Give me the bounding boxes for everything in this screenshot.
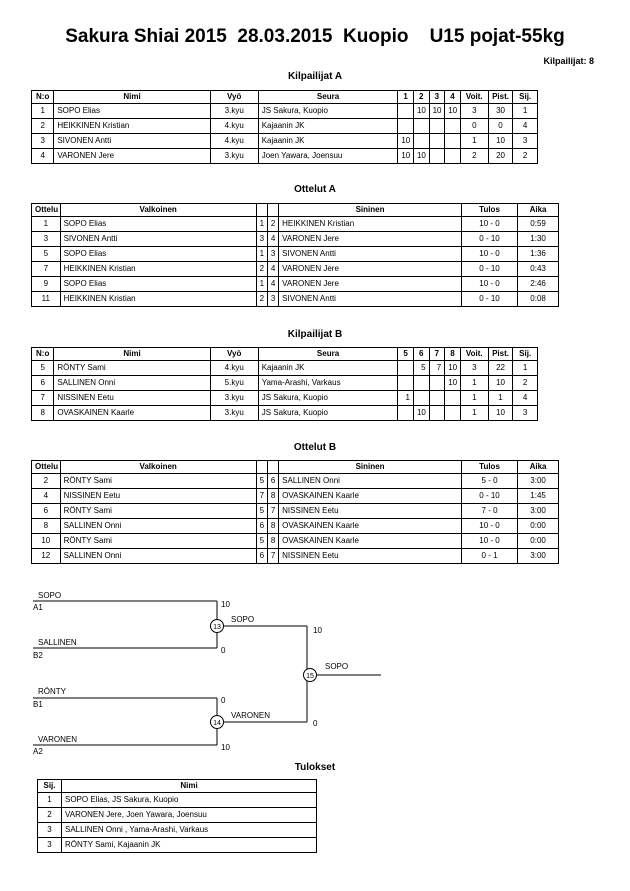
semi2-match-number: 14	[213, 720, 221, 727]
table-cell: SOPO Elias	[54, 104, 210, 119]
column-header: Voit.	[460, 91, 488, 104]
table-cell: Joen Yawara, Joensuu	[258, 149, 398, 164]
table-row	[32, 474, 559, 489]
table-cell: OVASKAINEN Kaarle	[279, 519, 462, 534]
table-cell: 7	[429, 361, 445, 376]
semi1-bottom-seed: B2	[33, 651, 43, 660]
semi1-bottom-name: SALLINEN	[38, 638, 77, 647]
table-cell: NISSINEN Eetu	[54, 391, 210, 406]
column-header: 3	[429, 91, 445, 104]
column-header: Nimi	[54, 91, 210, 104]
table-cell: 2	[38, 808, 62, 823]
column-header: 5	[398, 348, 414, 361]
table-row	[32, 361, 538, 376]
table-cell: 0 - 10	[461, 232, 517, 247]
table-row	[32, 134, 538, 149]
table-cell: 8	[32, 406, 54, 421]
table-cell: 2	[267, 217, 278, 232]
table-cell: SIVONEN Antti	[279, 247, 462, 262]
table-row	[38, 808, 317, 823]
table-cell: 1	[513, 104, 538, 119]
semi1-winner: SOPO	[231, 615, 255, 624]
table-cell: 0 - 10	[461, 292, 517, 307]
table-cell: 0:43	[518, 262, 559, 277]
table-cell	[429, 149, 445, 164]
semi2-top-name: RÖNTY	[38, 687, 66, 696]
table-cell: 1	[256, 277, 267, 292]
column-header: Seura	[258, 348, 398, 361]
column-header: Pist.	[488, 91, 513, 104]
table-cell: 22	[488, 361, 513, 376]
table-cell: 1	[398, 391, 414, 406]
table-row	[38, 793, 317, 808]
table-cell: 30	[488, 104, 513, 119]
column-header: Ottelu	[32, 204, 61, 217]
column-header: 4	[445, 91, 461, 104]
pool-a-header-row	[32, 91, 538, 104]
table-row	[32, 376, 538, 391]
table-cell: 10 - 0	[461, 519, 517, 534]
table-cell: 0	[460, 119, 488, 134]
table-cell: 8	[267, 534, 278, 549]
matches-a-table	[31, 203, 559, 307]
final-top-score: 10	[313, 626, 322, 635]
table-cell	[429, 134, 445, 149]
table-cell: SIVONEN Antti	[54, 134, 210, 149]
table-cell: 2	[256, 292, 267, 307]
table-cell: 12	[32, 549, 61, 564]
table-cell: 10	[398, 149, 414, 164]
table-cell: 20	[488, 149, 513, 164]
column-header: Vyö	[210, 91, 258, 104]
semi1-match-number: 13	[213, 624, 221, 631]
column-header	[256, 461, 267, 474]
matches-a-header-row	[32, 204, 559, 217]
table-cell: 9	[32, 277, 61, 292]
table-row	[32, 104, 538, 119]
table-cell: 1:45	[518, 489, 559, 504]
table-cell: 3	[256, 232, 267, 247]
table-cell: VARONEN Jere	[279, 232, 462, 247]
table-cell	[398, 376, 414, 391]
column-header: Sij.	[38, 780, 62, 793]
table-cell: SOPO Elias	[60, 277, 256, 292]
results-table	[37, 779, 317, 853]
column-header: Ottelu	[32, 461, 61, 474]
table-row	[32, 534, 559, 549]
column-header: Tulos	[461, 204, 517, 217]
table-cell	[398, 406, 414, 421]
semi1-bottom-score: 0	[221, 646, 226, 655]
table-cell: 5	[32, 361, 54, 376]
table-cell: 6	[32, 376, 54, 391]
table-cell: SOPO Elias, JS Sakura, Kuopio	[62, 793, 317, 808]
column-header: Valkoinen	[60, 461, 256, 474]
table-cell	[445, 149, 461, 164]
pool-a-table	[31, 90, 538, 164]
table-cell: 6	[267, 474, 278, 489]
table-cell: 8	[267, 489, 278, 504]
table-cell: 7	[256, 489, 267, 504]
table-cell: 5	[256, 534, 267, 549]
table-cell: 3	[513, 134, 538, 149]
table-cell: 10	[413, 406, 429, 421]
table-cell: VARONEN Jere	[279, 262, 462, 277]
table-cell: 1:36	[518, 247, 559, 262]
column-header	[256, 204, 267, 217]
table-cell: 2	[513, 149, 538, 164]
column-header: Seura	[258, 91, 398, 104]
table-cell: 7	[267, 549, 278, 564]
table-cell: 2:46	[518, 277, 559, 292]
matches-b-heading: Ottelut B	[293, 442, 337, 453]
table-cell: 3	[267, 292, 278, 307]
table-cell	[398, 361, 414, 376]
table-cell: SALLINEN Onni , Yama-Arashi, Varkaus	[62, 823, 317, 838]
table-cell: 3	[513, 406, 538, 421]
table-cell: 10	[413, 149, 429, 164]
table-cell: 1	[488, 391, 513, 406]
table-cell: 1	[32, 217, 61, 232]
pool-b-table	[31, 347, 538, 421]
table-cell: 10	[32, 534, 61, 549]
table-row	[32, 519, 559, 534]
table-row	[32, 406, 538, 421]
table-cell: SOPO Elias	[60, 247, 256, 262]
table-cell: 10 - 0	[461, 217, 517, 232]
table-cell	[398, 119, 414, 134]
table-cell	[429, 391, 445, 406]
table-cell: 0	[488, 119, 513, 134]
table-cell: 6	[256, 519, 267, 534]
table-cell: JS Sakura, Kuopio	[258, 406, 398, 421]
column-header: Nimi	[62, 780, 317, 793]
table-cell: 10	[445, 104, 461, 119]
table-cell: 10 - 0	[461, 277, 517, 292]
table-cell	[413, 119, 429, 134]
table-row	[32, 247, 559, 262]
column-header	[267, 204, 278, 217]
table-cell: 3	[460, 361, 488, 376]
column-header: Vyö	[210, 348, 258, 361]
table-cell: Kajaanin JK	[258, 361, 398, 376]
table-cell: SIVONEN Antti	[60, 232, 256, 247]
table-row	[32, 232, 559, 247]
table-cell: 3	[267, 247, 278, 262]
table-cell: JS Sakura, Kuopio	[258, 104, 398, 119]
table-cell: 0:08	[518, 292, 559, 307]
table-cell	[445, 391, 461, 406]
column-header: Sij.	[513, 348, 538, 361]
column-header: Sij.	[513, 91, 538, 104]
table-cell: 7	[267, 504, 278, 519]
table-cell: OVASKAINEN Kaarle	[279, 534, 462, 549]
table-cell	[398, 104, 414, 119]
table-cell: 8	[267, 519, 278, 534]
table-cell: 10	[488, 406, 513, 421]
table-cell: RÖNTY Sami	[60, 474, 256, 489]
table-cell: 2	[256, 262, 267, 277]
table-cell: 2	[513, 376, 538, 391]
final-winner: SOPO	[325, 662, 349, 671]
table-row	[32, 217, 559, 232]
table-cell: SALLINEN Onni	[279, 474, 462, 489]
table-cell: 3.kyu	[210, 406, 258, 421]
table-cell: NISSINEN Eetu	[279, 549, 462, 564]
table-cell: 1	[38, 793, 62, 808]
table-cell: 7	[32, 262, 61, 277]
table-cell: 1	[513, 361, 538, 376]
table-cell: RÖNTY Sami	[60, 504, 256, 519]
column-header: 6	[413, 348, 429, 361]
semi2-top-seed: B1	[33, 700, 43, 709]
table-cell: 10	[429, 104, 445, 119]
table-cell: 3:00	[518, 549, 559, 564]
column-header: Tulos	[461, 461, 517, 474]
table-cell: SALLINEN Onni	[60, 549, 256, 564]
matches-b-table	[31, 460, 559, 564]
table-cell: 4	[267, 262, 278, 277]
column-header: Pist.	[488, 348, 513, 361]
table-cell: 10	[445, 376, 461, 391]
pool-b-header-row	[32, 348, 538, 361]
table-cell: SALLINEN Onni	[60, 519, 256, 534]
final-bottom-score: 0	[313, 719, 318, 728]
table-cell: 3:00	[518, 504, 559, 519]
table-cell	[413, 376, 429, 391]
table-cell: 3:00	[518, 474, 559, 489]
table-row	[32, 391, 538, 406]
participants-count: Kilpailijat: 8	[543, 56, 594, 66]
table-cell: RÖNTY Sami	[54, 361, 210, 376]
table-cell: SIVONEN Antti	[279, 292, 462, 307]
table-cell: 2	[460, 149, 488, 164]
table-cell: 3	[32, 232, 61, 247]
table-row	[32, 262, 559, 277]
table-cell: NISSINEN Eetu	[279, 504, 462, 519]
table-cell: OVASKAINEN Kaarle	[279, 489, 462, 504]
table-cell: 4	[267, 232, 278, 247]
table-cell: 3	[32, 134, 54, 149]
table-cell: 1	[256, 217, 267, 232]
table-cell: 1	[32, 104, 54, 119]
table-cell	[445, 406, 461, 421]
table-cell: 3	[38, 823, 62, 838]
table-cell: Yama-Arashi, Varkaus	[258, 376, 398, 391]
table-cell: 4.kyu	[210, 119, 258, 134]
table-cell: 5 - 0	[461, 474, 517, 489]
table-cell: VARONEN Jere	[54, 149, 210, 164]
table-cell: HEIKKINEN Kristian	[279, 217, 462, 232]
table-cell: 3	[38, 838, 62, 853]
table-cell: 1	[460, 391, 488, 406]
table-cell: HEIKKINEN Kristian	[60, 262, 256, 277]
column-header: Nimi	[54, 348, 210, 361]
table-cell: SALLINEN Onni	[54, 376, 210, 391]
table-row	[32, 549, 559, 564]
matches-a-heading: Ottelut A	[294, 184, 336, 195]
table-row	[32, 277, 559, 292]
table-row	[32, 149, 538, 164]
column-header: Voit.	[460, 348, 488, 361]
table-cell: SOPO Elias	[60, 217, 256, 232]
table-cell: 10 - 0	[461, 247, 517, 262]
table-cell: 10	[488, 134, 513, 149]
table-cell: 0:59	[518, 217, 559, 232]
table-cell: 8	[32, 519, 61, 534]
knockout-bracket	[0, 580, 630, 760]
column-header: 7	[429, 348, 445, 361]
semi1-top-seed: A1	[33, 603, 43, 612]
table-cell: 3.kyu	[210, 391, 258, 406]
table-cell: 4	[513, 119, 538, 134]
table-row	[38, 823, 317, 838]
table-cell: 0:00	[518, 534, 559, 549]
table-cell: 3.kyu	[210, 149, 258, 164]
final-match-number: 15	[306, 673, 314, 680]
table-cell: 10	[488, 376, 513, 391]
table-cell: 0 - 10	[461, 262, 517, 277]
table-cell: 6	[32, 504, 61, 519]
column-header: N:o	[32, 348, 54, 361]
table-cell: 5	[413, 361, 429, 376]
table-cell: VARONEN Jere, Joen Yawara, Joensuu	[62, 808, 317, 823]
table-cell: HEIKKINEN Kristian	[60, 292, 256, 307]
table-cell: 1	[256, 247, 267, 262]
table-cell	[413, 391, 429, 406]
table-cell: RÖNTY Sami, Kajaanin JK	[62, 838, 317, 853]
table-cell: NISSINEN Eetu	[60, 489, 256, 504]
table-cell: VARONEN Jere	[279, 277, 462, 292]
table-cell: OVASKAINEN Kaarle	[54, 406, 210, 421]
table-cell: RÖNTY Sami	[60, 534, 256, 549]
results-header-row	[38, 780, 317, 793]
table-cell: 2	[32, 119, 54, 134]
column-header: N:o	[32, 91, 54, 104]
table-cell: 10 - 0	[461, 534, 517, 549]
table-cell: 10	[413, 104, 429, 119]
table-cell: 4	[513, 391, 538, 406]
semi1-top-score: 10	[221, 600, 230, 609]
column-header: Aika	[518, 204, 559, 217]
table-row	[32, 489, 559, 504]
column-header: 8	[445, 348, 461, 361]
column-header: 2	[413, 91, 429, 104]
table-cell	[413, 134, 429, 149]
table-cell: 10	[445, 361, 461, 376]
pool-a-heading: Kilpailijat A	[287, 71, 343, 82]
table-cell: 11	[32, 292, 61, 307]
table-cell: 3	[460, 104, 488, 119]
column-header: 1	[398, 91, 414, 104]
table-row	[32, 119, 538, 134]
column-header: Sininen	[279, 461, 462, 474]
table-cell: 0 - 10	[461, 489, 517, 504]
table-cell: 1	[460, 406, 488, 421]
table-cell	[429, 119, 445, 134]
table-cell	[429, 406, 445, 421]
pool-b-heading: Kilpailijat B	[287, 329, 343, 340]
table-cell: 3.kyu	[210, 104, 258, 119]
table-cell	[429, 376, 445, 391]
page-title: Sakura Shiai 2015 28.03.2015 Kuopio U15 pojat-55kg	[65, 26, 565, 47]
table-cell	[445, 119, 461, 134]
semi2-bottom-name: VARONEN	[38, 735, 77, 744]
table-cell: 7 - 0	[461, 504, 517, 519]
table-cell: 4.kyu	[210, 361, 258, 376]
table-cell: HEIKKINEN Kristian	[54, 119, 210, 134]
table-cell: 5	[256, 474, 267, 489]
table-cell: Kajaanin JK	[258, 134, 398, 149]
table-row	[32, 504, 559, 519]
table-cell: 7	[32, 391, 54, 406]
table-row	[32, 292, 559, 307]
semi2-top-score: 0	[221, 696, 226, 705]
table-cell: 5.kyu	[210, 376, 258, 391]
table-cell: 5	[256, 504, 267, 519]
table-cell: Kajaanin JK	[258, 119, 398, 134]
table-cell: 4.kyu	[210, 134, 258, 149]
table-row	[38, 838, 317, 853]
matches-b-header-row	[32, 461, 559, 474]
table-cell	[445, 134, 461, 149]
column-header: Aika	[518, 461, 559, 474]
table-cell: 4	[267, 277, 278, 292]
table-cell: 5	[32, 247, 61, 262]
semi1-top-name: SOPO	[38, 591, 62, 600]
column-header: Sininen	[279, 204, 462, 217]
table-cell: 2	[32, 474, 61, 489]
column-header	[267, 461, 278, 474]
table-cell: 1:30	[518, 232, 559, 247]
table-cell: 4	[32, 489, 61, 504]
table-cell: 6	[256, 549, 267, 564]
semi2-bottom-score: 10	[221, 743, 230, 752]
semi2-winner: VARONEN	[231, 711, 270, 720]
semi2-bottom-seed: A2	[33, 747, 43, 756]
table-cell: 4	[32, 149, 54, 164]
table-cell: 0 - 1	[461, 549, 517, 564]
results-heading: Tulokset	[294, 762, 336, 773]
table-cell: JS Sakura, Kuopio	[258, 391, 398, 406]
table-cell: 0:00	[518, 519, 559, 534]
table-cell: 10	[398, 134, 414, 149]
table-cell: 1	[460, 134, 488, 149]
column-header: Valkoinen	[60, 204, 256, 217]
table-cell: 1	[460, 376, 488, 391]
